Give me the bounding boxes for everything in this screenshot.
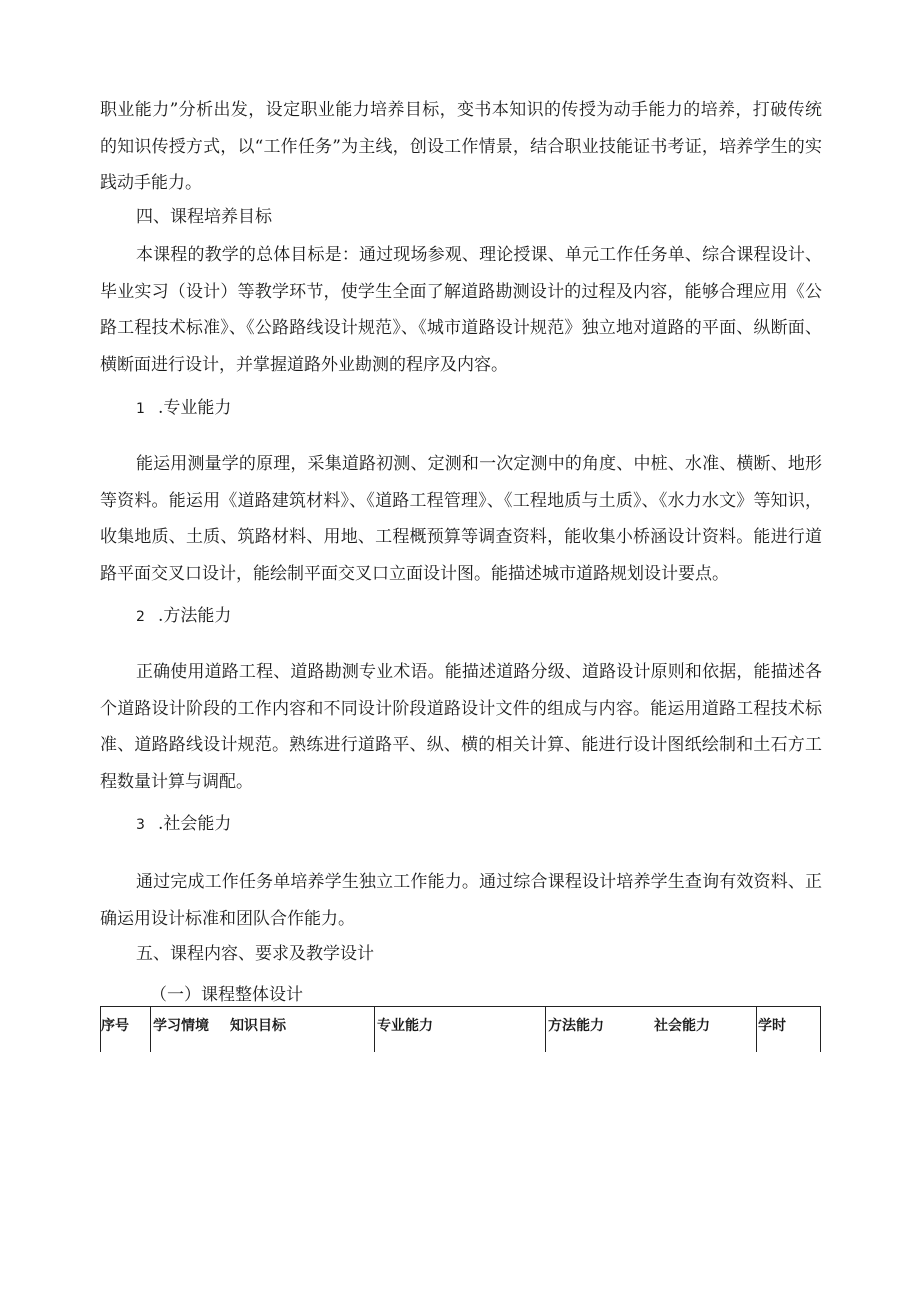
table-column-divider [545,1006,546,1052]
paragraph-course-goal: 本课程的教学的总体目标是：通过现场参观、理论授课、单元工作任务单、综合课程设计、毕业实习（设计）等教学环节，使学生全面了解道路勘测设计的过程及内容，能够合理应用《公路工程技术标准》、《公路路线设计规范》、《城市道路设计规范》独立地对道路的平面、纵断面、横断面进行设计，并掌握道路外业勘测的程序及内容。 [100,245,822,375]
paragraph-intro-continued: 职业能力”分析出发，设定职业能力培养目标，变书本知识的传授为动手能力的培养，打破传统的知识传授方式，以“工作任务”为主线，创设工作情景，结合职业技能证书考证，培养学生的实践动手能力。 [100,100,822,193]
course-design-table [100,1006,821,1052]
section-heading-5: 五、课程内容、要求及教学设计 [136,944,374,964]
table-column-divider [820,1006,821,1052]
subheading-professional-ability [136,396,231,421]
subsection-heading-overall-design: （一）课程整体设计 [150,985,303,1005]
paragraph-professional-ability: 能运用测量学的原理，采集道路初测、定测和一次定测中的角度、中桩、水准、横断、地形等资料。能运用《道路建筑材料》、《道路工程管理》、《工程地质与土质》、《水力水文》等知识，收集地质、土质、筑路材料、用地、工程概预算等调查资料，能收集小桥涵设计资料。能进行道路平面交叉口设计，能绘制平面交叉口立面设计图。能描述城市道路规划设计要点。 [100,454,822,584]
subheading-number: 3 [136,817,145,833]
table-column-divider [374,1006,375,1052]
table-header-situation: 学习情境 [153,1018,209,1034]
table-header-seq: 序号 [101,1018,129,1034]
subheading-number: 2 [136,609,145,625]
paragraph-social-ability: 通过完成工作任务单培养学生独立工作能力。通过综合课程设计培养学生查询有效资料、正确运用设计标准和团队合作能力。 [100,872,822,929]
subheading-number: 1 [136,401,145,417]
subheading-method-ability [136,604,231,629]
subheading-social-ability [136,812,231,837]
paragraph-method-ability: 正确使用道路工程、道路勘测专业术语。能描述道路分级、道路设计原则和依据，能描述各个道路设计阶段的工作内容和不同设计阶段道路设计文件的组成与内容。能运用道路工程技术标准、道路路线设计规范。熟练进行道路平、纵、横的相关计算、能进行设计图纸绘制和土石方工程数量计算与调配。 [100,662,822,792]
subheading-title: .方法能力 [158,606,232,626]
table-header-social: 社会能力 [654,1018,710,1034]
section-heading-4: 四、课程培养目标 [136,207,272,227]
table-header-method: 方法能力 [548,1018,604,1034]
subheading-title: .社会能力 [158,814,232,834]
table-header-hours: 学时 [758,1018,786,1034]
table-column-divider [756,1006,757,1052]
table-column-divider [150,1006,151,1052]
subheading-title: .专业能力 [158,398,232,418]
table-header-professional: 专业能力 [377,1018,433,1034]
table-top-border [100,1006,821,1007]
table-header-knowledge: 知识目标 [230,1018,286,1034]
